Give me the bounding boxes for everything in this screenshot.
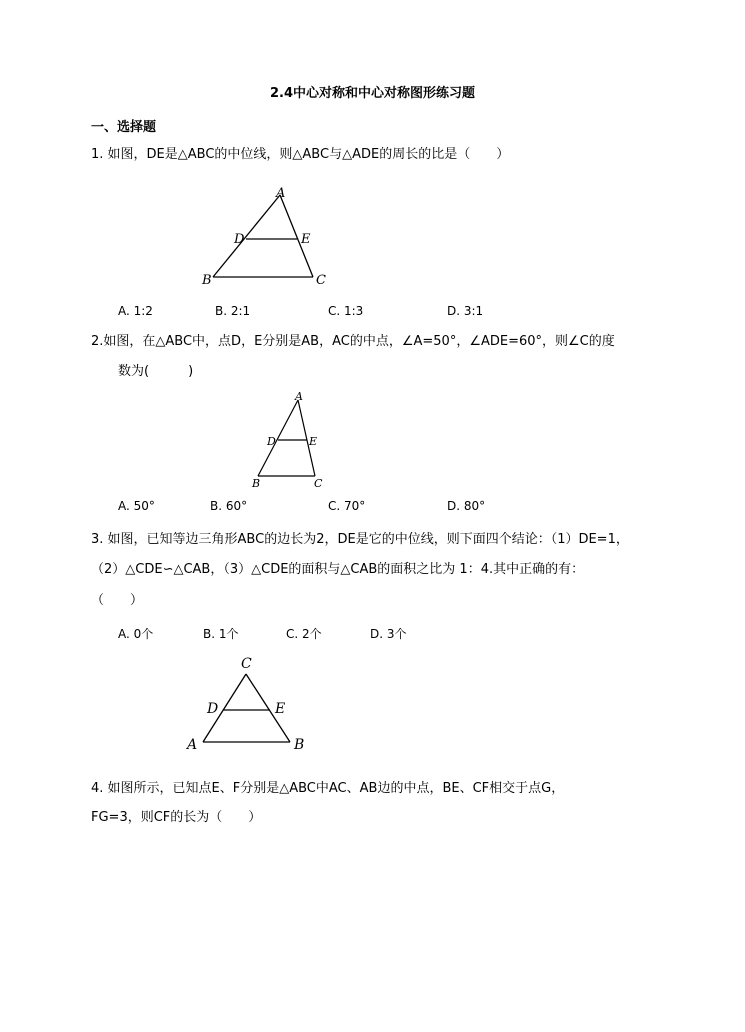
q3-option-b: B. 1个 — [203, 627, 239, 641]
label-b: B — [202, 273, 212, 288]
question-1-figure — [200, 185, 340, 290]
question-2-stem-line-2: 数为( ) — [118, 364, 194, 379]
question-3-figure — [183, 652, 318, 757]
q3-option-d: D. 3个 — [370, 627, 407, 641]
question-2-figure — [250, 386, 330, 491]
q2-option-a: A. 50° — [118, 499, 155, 513]
label-a: A — [295, 390, 303, 403]
page-title: 2.4中心对称和中心对称图形练习题 — [269, 86, 476, 101]
q1-option-b: B. 2:1 — [215, 304, 251, 318]
question-3-stem-line-1: 3. 如图，已知等边三角形ABC的边长为2，DE是它的中位线，则下面四个结论：（1）DE=1， — [91, 532, 629, 547]
label-e: E — [275, 701, 286, 717]
label-d: D — [234, 232, 245, 247]
q1-option-d: D. 3:1 — [447, 304, 484, 318]
q3-option-c: C. 2个 — [286, 627, 322, 641]
question-3-stem-line-3: （ ） — [91, 593, 144, 608]
q1-option-c: C. 1:3 — [328, 304, 364, 318]
label-a: A — [276, 186, 286, 201]
label-a: A — [187, 737, 198, 753]
q3-option-a: A. 0个 — [118, 627, 154, 641]
question-4-stem-line-1: 4. 如图所示，已知点E、F分别是△ABC中AC、AB边的中点，BE、CF相交于点G， — [91, 781, 565, 796]
q2-option-c: C. 70° — [328, 499, 366, 513]
label-d: D — [267, 435, 276, 448]
label-b: B — [252, 477, 261, 490]
label-d: D — [207, 701, 219, 717]
label-c: C — [316, 273, 326, 288]
label-e: E — [301, 232, 311, 247]
section-heading: 一、选择题 — [91, 120, 157, 135]
question-1-stem: 1. 如图，DE是△ABC的中位线，则△ABC与△ADE的周长的比是（ ） — [91, 147, 510, 162]
triangle-side — [258, 400, 298, 476]
q1-option-a: A. 1:2 — [118, 304, 153, 318]
q2-option-b: B. 60° — [210, 499, 248, 513]
question-2-stem-line-1: 2.如图，在△ABC中，点D，E分别是AB，AC的中点，∠A=50°，∠ADE=60°，则∠C的度 — [91, 334, 615, 349]
triangle-side — [213, 195, 280, 277]
label-c: C — [241, 656, 252, 672]
label-b: B — [294, 737, 305, 753]
label-e: E — [309, 435, 318, 448]
label-c: C — [314, 477, 323, 490]
q2-option-d: D. 80° — [447, 499, 486, 513]
question-4-stem-line-2: FG=3，则CF的长为（ ） — [91, 810, 262, 825]
question-3-stem-line-2: （2）△CDE∽△CAB，（3）△CDE的面积与△CAB的面积之比为 1：4.其中正确的有： — [91, 562, 585, 577]
